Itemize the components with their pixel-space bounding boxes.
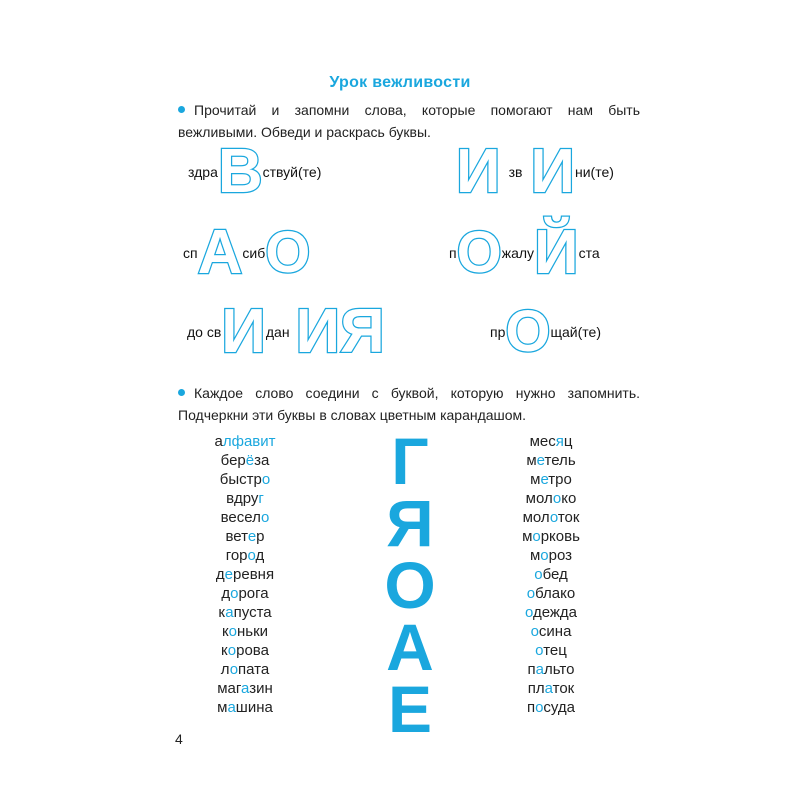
- word-fragment: п: [449, 245, 457, 261]
- word-part: дежда: [532, 604, 578, 621]
- highlighted-letter: о: [535, 642, 544, 659]
- word-part: д: [221, 585, 231, 602]
- word-item[interactable]: [175, 603, 315, 622]
- word-part: вдру: [226, 490, 259, 507]
- word-do-svidaniya: [187, 292, 385, 372]
- word-part: л: [220, 661, 230, 678]
- word-proshchayte: [490, 292, 601, 372]
- highlighted-letter: о: [540, 547, 549, 564]
- word-part: ц: [563, 433, 573, 450]
- outline-letter[interactable]: О: [265, 220, 311, 285]
- word-fragment: до св: [187, 324, 222, 340]
- word-item[interactable]: [175, 489, 315, 508]
- highlighted-letter: а: [544, 680, 553, 697]
- instruction-2-text: Каждое слово соедини с буквой, которую нужно запомнить. Подчеркни эти буквы в словах цветным карандашом.: [178, 385, 640, 423]
- highlighted-letter: о: [526, 585, 536, 602]
- word-part: тро: [548, 471, 572, 488]
- word-fragment: пр: [490, 324, 506, 340]
- highlighted-letter: г: [258, 490, 264, 507]
- letter-target[interactable]: Я: [386, 486, 434, 560]
- word-fragment: ни(те): [574, 164, 614, 180]
- word-part: суда: [543, 699, 576, 716]
- right-word-list: [481, 432, 621, 717]
- bullet-icon: [178, 106, 185, 113]
- page-number: 4: [175, 731, 183, 747]
- word-part: ревня: [233, 566, 275, 583]
- word-part: зин: [249, 680, 273, 697]
- word-item[interactable]: [175, 451, 315, 470]
- highlighted-letter: а: [225, 604, 234, 621]
- word-item[interactable]: [175, 641, 315, 660]
- highlighted-letter: о: [228, 623, 238, 640]
- bullet-icon: [178, 389, 185, 396]
- word-item[interactable]: [481, 470, 621, 489]
- highlighted-letter: о: [247, 547, 256, 564]
- instruction-2: [178, 382, 640, 426]
- outline-letter[interactable]: О: [456, 220, 502, 285]
- highlighted-letter: о: [261, 509, 270, 526]
- outline-letter[interactable]: В: [217, 137, 263, 206]
- word-item[interactable]: [481, 622, 621, 641]
- highlighted-letter: я: [555, 433, 564, 450]
- word-item[interactable]: [175, 565, 315, 584]
- letters-column: [360, 424, 460, 746]
- highlighted-letter: ё: [245, 452, 255, 469]
- word-part: мол: [525, 490, 553, 507]
- word-item[interactable]: [481, 641, 621, 660]
- word-fragment: ста: [578, 245, 600, 261]
- word-part: ток: [557, 509, 580, 526]
- word-item[interactable]: [481, 584, 621, 603]
- word-item[interactable]: [481, 451, 621, 470]
- highlighted-letter: о: [227, 642, 237, 659]
- word-fragment: зв: [508, 164, 523, 180]
- word-part: п: [526, 699, 536, 716]
- letter-target[interactable]: Г: [391, 424, 429, 498]
- highlighted-letter: о: [524, 604, 533, 621]
- word-part: а: [214, 433, 223, 450]
- outline-letter[interactable]: О: [505, 299, 551, 364]
- word-spasibo: [183, 213, 310, 293]
- highlighted-letter: лфавит: [222, 433, 276, 450]
- word-part: блако: [535, 585, 576, 602]
- word-item[interactable]: [481, 565, 621, 584]
- word-part: вет: [225, 528, 248, 545]
- word-fragment: жалу: [501, 245, 535, 261]
- word-fragment: здра: [188, 164, 218, 180]
- word-fragment: сиб: [242, 245, 266, 261]
- word-part: тель: [544, 452, 576, 469]
- highlighted-letter: о: [261, 471, 271, 488]
- word-item[interactable]: [175, 698, 315, 717]
- word-zdravstvuyte: [188, 132, 321, 212]
- highlighted-letter: о: [535, 699, 544, 716]
- word-item[interactable]: [481, 489, 621, 508]
- word-part: ко: [561, 490, 577, 507]
- word-part: пл: [527, 680, 545, 697]
- word-item[interactable]: [175, 527, 315, 546]
- word-item[interactable]: [175, 622, 315, 641]
- word-part: роз: [548, 547, 573, 564]
- word-part: бед: [542, 566, 568, 583]
- word-part: тец: [543, 642, 567, 659]
- word-part: рова: [236, 642, 269, 659]
- highlighted-letter: а: [241, 680, 250, 697]
- word-item[interactable]: [481, 679, 621, 698]
- letter-target[interactable]: О: [384, 548, 436, 622]
- word-part: п: [527, 661, 536, 678]
- word-item[interactable]: [175, 679, 315, 698]
- word-part: м: [530, 471, 541, 488]
- word-part: мол: [522, 509, 550, 526]
- word-part: рковь: [540, 528, 580, 545]
- highlighted-letter: е: [536, 452, 545, 469]
- word-item[interactable]: [175, 508, 315, 527]
- word-item[interactable]: [481, 527, 621, 546]
- letter-target[interactable]: А: [386, 610, 434, 684]
- word-part: мес: [529, 433, 556, 450]
- word-part: м: [522, 528, 533, 545]
- word-part: м: [529, 547, 541, 564]
- word-part: быстр: [219, 471, 262, 488]
- word-fragment: щай(те): [550, 324, 601, 340]
- highlighted-letter: о: [552, 490, 562, 507]
- highlighted-letter: о: [230, 585, 239, 602]
- word-item[interactable]: [481, 432, 621, 451]
- highlighted-letter: о: [530, 623, 539, 640]
- word-fragment: сп: [183, 245, 198, 261]
- outline-letter[interactable]: И: [456, 137, 501, 206]
- word-part: бер: [220, 452, 246, 469]
- instruction-1-text: Прочитай и запомни слова, которые помогают нам быть вежливыми. Обведи и раскрась буквы.: [178, 102, 640, 140]
- word-pozhaluysta: [449, 213, 600, 293]
- word-part: пата: [238, 661, 270, 678]
- word-part: льто: [544, 661, 575, 678]
- highlighted-letter: о: [549, 509, 558, 526]
- word-item[interactable]: [481, 546, 621, 565]
- word-item[interactable]: [481, 508, 621, 527]
- word-fragment: ствуй(те): [262, 164, 322, 180]
- word-part: м: [217, 699, 228, 716]
- word-izvinite: [456, 132, 614, 212]
- word-part: к: [221, 623, 229, 640]
- highlighted-letter: е: [224, 566, 234, 583]
- word-part: за: [254, 452, 270, 469]
- outline-letter[interactable]: ИЯ: [295, 297, 385, 366]
- word-part: м: [526, 452, 537, 469]
- word-item[interactable]: [175, 584, 315, 603]
- word-fragment: дан: [265, 324, 290, 340]
- word-part: к: [221, 642, 228, 659]
- word-item[interactable]: [175, 660, 315, 679]
- word-part: к: [218, 604, 226, 621]
- highlighted-letter: а: [535, 661, 544, 678]
- word-part: гор: [225, 547, 248, 564]
- highlighted-letter: е: [247, 528, 257, 545]
- word-part: шина: [235, 699, 273, 716]
- word-part: ньки: [237, 623, 269, 640]
- page-title: Урок вежливости: [329, 74, 471, 91]
- word-item[interactable]: [481, 698, 621, 717]
- word-item[interactable]: [175, 546, 315, 565]
- word-item[interactable]: [175, 470, 315, 489]
- word-item[interactable]: [481, 660, 621, 679]
- word-part: пуста: [233, 604, 272, 621]
- letter-target[interactable]: Е: [387, 672, 433, 746]
- word-part: весел: [220, 509, 262, 526]
- highlighted-letter: е: [540, 471, 549, 488]
- outline-letter[interactable]: И: [221, 297, 266, 366]
- highlighted-letter: о: [229, 661, 239, 678]
- outline-letter[interactable]: Й: [534, 218, 579, 287]
- left-word-list: [175, 432, 315, 717]
- word-item[interactable]: [175, 432, 315, 451]
- highlighted-letter: а: [227, 699, 236, 716]
- word-part: сина: [538, 623, 572, 640]
- word-item[interactable]: [481, 603, 621, 622]
- word-part: маг: [217, 680, 242, 697]
- word-part: ток: [552, 680, 575, 697]
- outline-letter[interactable]: А: [197, 218, 243, 287]
- outline-letter[interactable]: И: [530, 137, 575, 206]
- highlighted-letter: о: [532, 528, 541, 545]
- word-part: д: [255, 547, 265, 564]
- highlighted-letter: о: [534, 566, 543, 583]
- word-part: д: [215, 566, 225, 583]
- word-part: р: [256, 528, 265, 545]
- word-part: рога: [238, 585, 269, 602]
